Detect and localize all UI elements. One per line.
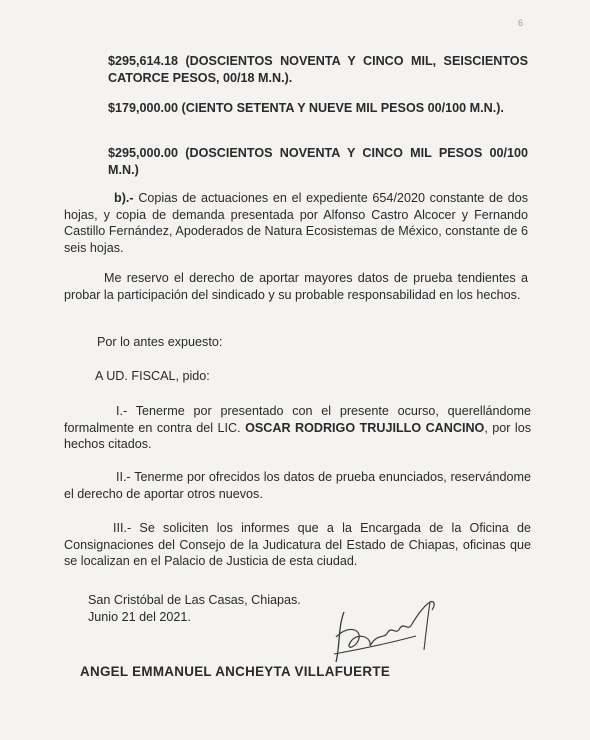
amount-3-words: (DOSCIENTOS NOVENTA Y CINCO MIL PESOS 00/100 M.N.) bbox=[108, 146, 529, 177]
a-ud-fiscal: A UD. FISCAL, pido: bbox=[95, 369, 210, 383]
handwritten-signature bbox=[326, 592, 446, 670]
date-line: Junio 21 del 2021. bbox=[88, 610, 191, 624]
petition-2: II.- Tenerme por ofrecidos los datos de prueba enunciados, reservándome el derecho de aportar otros nuevos. bbox=[64, 470, 531, 501]
amount-3-value: $295,000.00 bbox=[108, 146, 179, 160]
place-line: San Cristóbal de Las Casas, Chiapas. bbox=[88, 593, 301, 607]
petition-3: III.- Se soliciten los informes que a la Encargada de la Oficina de Consignaciones del Consejo de la Judicatura del Estado de Chiapas, oficinas que se localizan en el Palacio de Justicia de esta ciudad. bbox=[64, 521, 531, 568]
page-number: 6 bbox=[518, 18, 524, 28]
amount-3 bbox=[108, 145, 528, 178]
petition-1-name: OSCAR RODRIGO TRUJILLO CANCINO bbox=[245, 420, 485, 435]
reserve-paragraph: Me reservo el derecho de aportar mayores datos de prueba tendientes a probar la participación del sindicado y su probable responsabilidad en los hechos. bbox=[64, 271, 528, 302]
petition-1 bbox=[64, 403, 531, 453]
item-b-label: b).- bbox=[114, 191, 134, 205]
por-lo-antes: Por lo antes expuesto: bbox=[97, 335, 223, 349]
amount-2-words: (CIENTO SETENTA Y NUEVE MIL PESOS 00/100 M.N.). bbox=[181, 101, 504, 115]
amount-2 bbox=[108, 100, 528, 117]
amount-1-value: $295,614.18 bbox=[108, 54, 179, 68]
item-b-text: Copias de actuaciones en el expediente 654/2020 constante de dos hojas, y copia de demanda presentada por Alfonso Castro Alcocer y Fernando Castillo Fernández, Apoderados de Natura Ecosistemas de México, constante de 6 seis hojas. bbox=[64, 191, 529, 255]
amount-1 bbox=[108, 53, 528, 86]
signer-name: ANGEL EMMANUEL ANCHEYTA VILLAFUERTE bbox=[80, 664, 391, 679]
petition-1-post: , por los hechos citados. bbox=[64, 420, 532, 451]
amount-2-value: $179,000.00 bbox=[108, 101, 179, 115]
item-b-paragraph bbox=[64, 190, 528, 256]
petition-1-text: I.- Tenerme por presentado con el presente ocurso, querellándome formalmente en contra del LIC. bbox=[64, 404, 531, 435]
amount-1-words: (DOSCIENTOS NOVENTA Y CINCO MIL, SEISCIENTOS CATORCE PESOS, 00/18 M.N.). bbox=[108, 54, 528, 85]
